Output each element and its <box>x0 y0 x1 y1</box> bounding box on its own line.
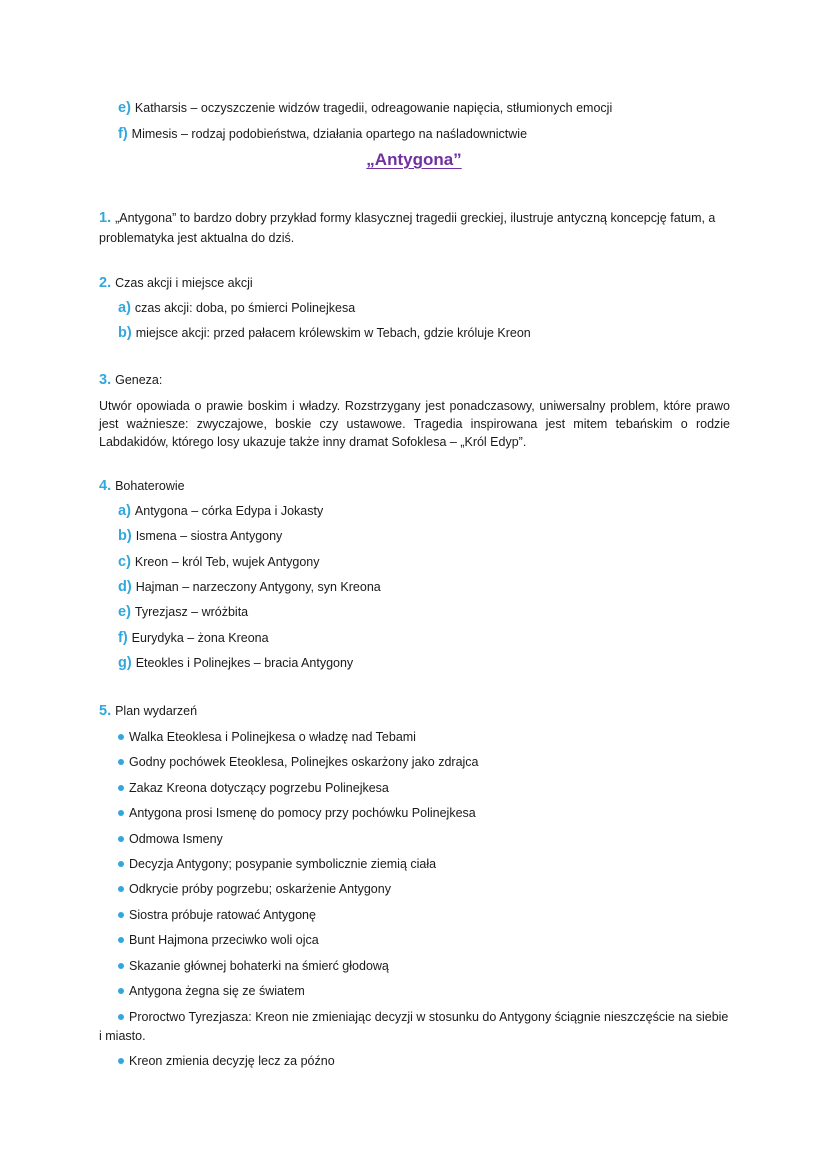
section-4-heading <box>99 478 185 495</box>
list-marker: b) <box>118 528 132 544</box>
list-item-text: Antygona – córka Edypa i Jokasty <box>134 504 324 518</box>
list-item-text: Katharsis – oczyszczenie widzów tragedii, odreagowanie napięcia, stłumionych emocji <box>134 101 613 115</box>
section-heading-text: Geneza: <box>115 373 163 387</box>
bullet-text: Zakaz Kreona dotyczący pogrzebu Polinejkesa <box>129 781 389 795</box>
bullet-item <box>118 958 389 975</box>
section-1-line-2: problematyka jest aktualna do dziś. <box>99 231 295 245</box>
page-title: „Antygona” <box>366 150 462 169</box>
list-item <box>118 503 323 520</box>
list-item-text: Eteokles i Polinejkes – bracia Antygony <box>135 656 354 670</box>
bullet-dot-icon <box>118 963 124 969</box>
list-item-text: Ismena – siostra Antygony <box>135 529 283 543</box>
list-item <box>118 554 320 571</box>
bullet-item <box>118 831 223 848</box>
bullet-item <box>118 983 305 1000</box>
bullet-text: Bunt Hajmona przeciwko woli ojca <box>129 933 319 947</box>
list-item-text: Hajman – narzeczony Antygony, syn Kreona <box>135 580 381 594</box>
section-3-paragraph: Utwór opowiada o prawie boskim i władzy. Rozstrzygany jest ponadczasowy, uniwersalny problem, które prawo jest ważniesze: zwyczajowe, boskie czy ustawowe. Tragedia inspirowana jest mitem tebańskim o rodzie Labdakidów, którego losy ukazuje także inny dramat Sofoklesa – „Król Edyp”. <box>99 399 730 449</box>
bullet-dot-icon <box>118 810 124 816</box>
section-number: 1. <box>99 210 112 226</box>
bullet-dot-icon <box>118 937 124 943</box>
section-5-heading <box>99 703 197 720</box>
list-marker: g) <box>118 655 132 671</box>
bullet-dot-icon <box>118 886 124 892</box>
list-item <box>118 100 612 117</box>
list-item-text: Eurydyka – żona Kreona <box>131 631 269 645</box>
list-marker: c) <box>118 554 131 570</box>
bullet-text: Siostra próbuje ratować Antygonę <box>129 908 316 922</box>
bullet-text: Walka Eteoklesa i Polinejkesa o władzę nad Tebami <box>129 730 416 744</box>
bullet-dot-icon <box>118 1014 124 1020</box>
list-item <box>118 579 381 596</box>
section-3-heading <box>99 372 162 389</box>
bullet-dot-icon <box>118 836 124 842</box>
bullet-dot-icon <box>118 1058 124 1064</box>
list-marker: a) <box>118 300 131 316</box>
bullet-dot-icon <box>118 861 124 867</box>
bullet-dot-icon <box>118 988 124 994</box>
section-2-heading <box>99 275 253 292</box>
section-number: 2. <box>99 275 112 291</box>
list-marker: e) <box>118 100 131 116</box>
bullet-text: Proroctwo Tyrezjasza: Kreon nie zmieniając decyzji w stosunku do Antygony ściągnie nieszczęście na siebie <box>129 1010 729 1024</box>
list-marker: a) <box>118 503 131 519</box>
list-marker: d) <box>118 579 132 595</box>
bullet-item <box>118 881 391 898</box>
section-number: 4. <box>99 478 112 494</box>
bullet-item <box>118 754 479 771</box>
section-heading-text: Czas akcji i miejsce akcji <box>115 276 253 290</box>
bullet-text: Odmowa Ismeny <box>129 832 223 846</box>
bullet-text: Decyzja Antygony; posypanie symbolicznie ziemią ciała <box>129 857 437 871</box>
bullet-text: Odkrycie próby pogrzebu; oskarżenie Antygony <box>129 882 391 896</box>
list-marker: f) <box>118 126 128 142</box>
bullet-item <box>118 856 436 873</box>
bullet-dot-icon <box>118 785 124 791</box>
bullet-item <box>118 729 416 746</box>
bullet-item <box>118 932 319 949</box>
bullet-text: Antygona prosi Ismenę do pomocy przy pochówku Polinejkesa <box>129 806 476 820</box>
list-item <box>118 528 282 545</box>
bullet-dot-icon <box>118 759 124 765</box>
list-item <box>118 630 269 647</box>
bullet-dot-icon <box>118 734 124 740</box>
list-item <box>118 300 355 317</box>
list-item-text: czas akcji: doba, po śmierci Polinejkesa <box>134 301 356 315</box>
list-item <box>118 325 531 342</box>
bullet-item <box>118 907 316 924</box>
section-heading-text: Bohaterowie <box>115 479 185 493</box>
section-1-text: „Antygona” to bardzo dobry przykład formy klasycznej tragedii greckiej, ilustruje antyczną koncepcję fatum, a <box>115 211 716 225</box>
list-marker: e) <box>118 604 131 620</box>
list-item-text: Tyrezjasz – wróżbita <box>134 605 249 619</box>
list-item-text: Mimesis – rodzaj podobieństwa, działania opartego na naśladownictwie <box>131 127 528 141</box>
list-item <box>118 604 248 621</box>
list-marker: f) <box>118 630 128 646</box>
list-item <box>118 126 527 143</box>
bullet-item <box>118 805 476 822</box>
bullet-item <box>118 1053 335 1070</box>
list-item <box>118 655 353 672</box>
bullet-text: Skazanie głównej bohaterki na śmierć głodową <box>129 959 389 973</box>
section-1-line-1 <box>99 210 715 227</box>
list-item-text: miejsce akcji: przed pałacem królewskim w Tebach, gdzie króluje Kreon <box>135 326 531 340</box>
bullet-text: Antygona żegna się ze światem <box>129 984 305 998</box>
bullet-text: Godny pochówek Eteoklesa, Polinejkes oskarżony jako zdrajca <box>129 755 479 769</box>
section-heading-text: Plan wydarzeń <box>115 704 198 718</box>
section-number: 3. <box>99 372 112 388</box>
section-number: 5. <box>99 703 112 719</box>
bullet-item <box>118 780 389 797</box>
bullet-item <box>118 1009 728 1026</box>
list-marker: b) <box>118 325 132 341</box>
bullet-continuation: i miasto. <box>99 1029 146 1043</box>
list-item-text: Kreon – król Teb, wujek Antygony <box>134 555 320 569</box>
bullet-dot-icon <box>118 912 124 918</box>
bullet-text: Kreon zmienia decyzję lecz za późno <box>129 1054 335 1068</box>
